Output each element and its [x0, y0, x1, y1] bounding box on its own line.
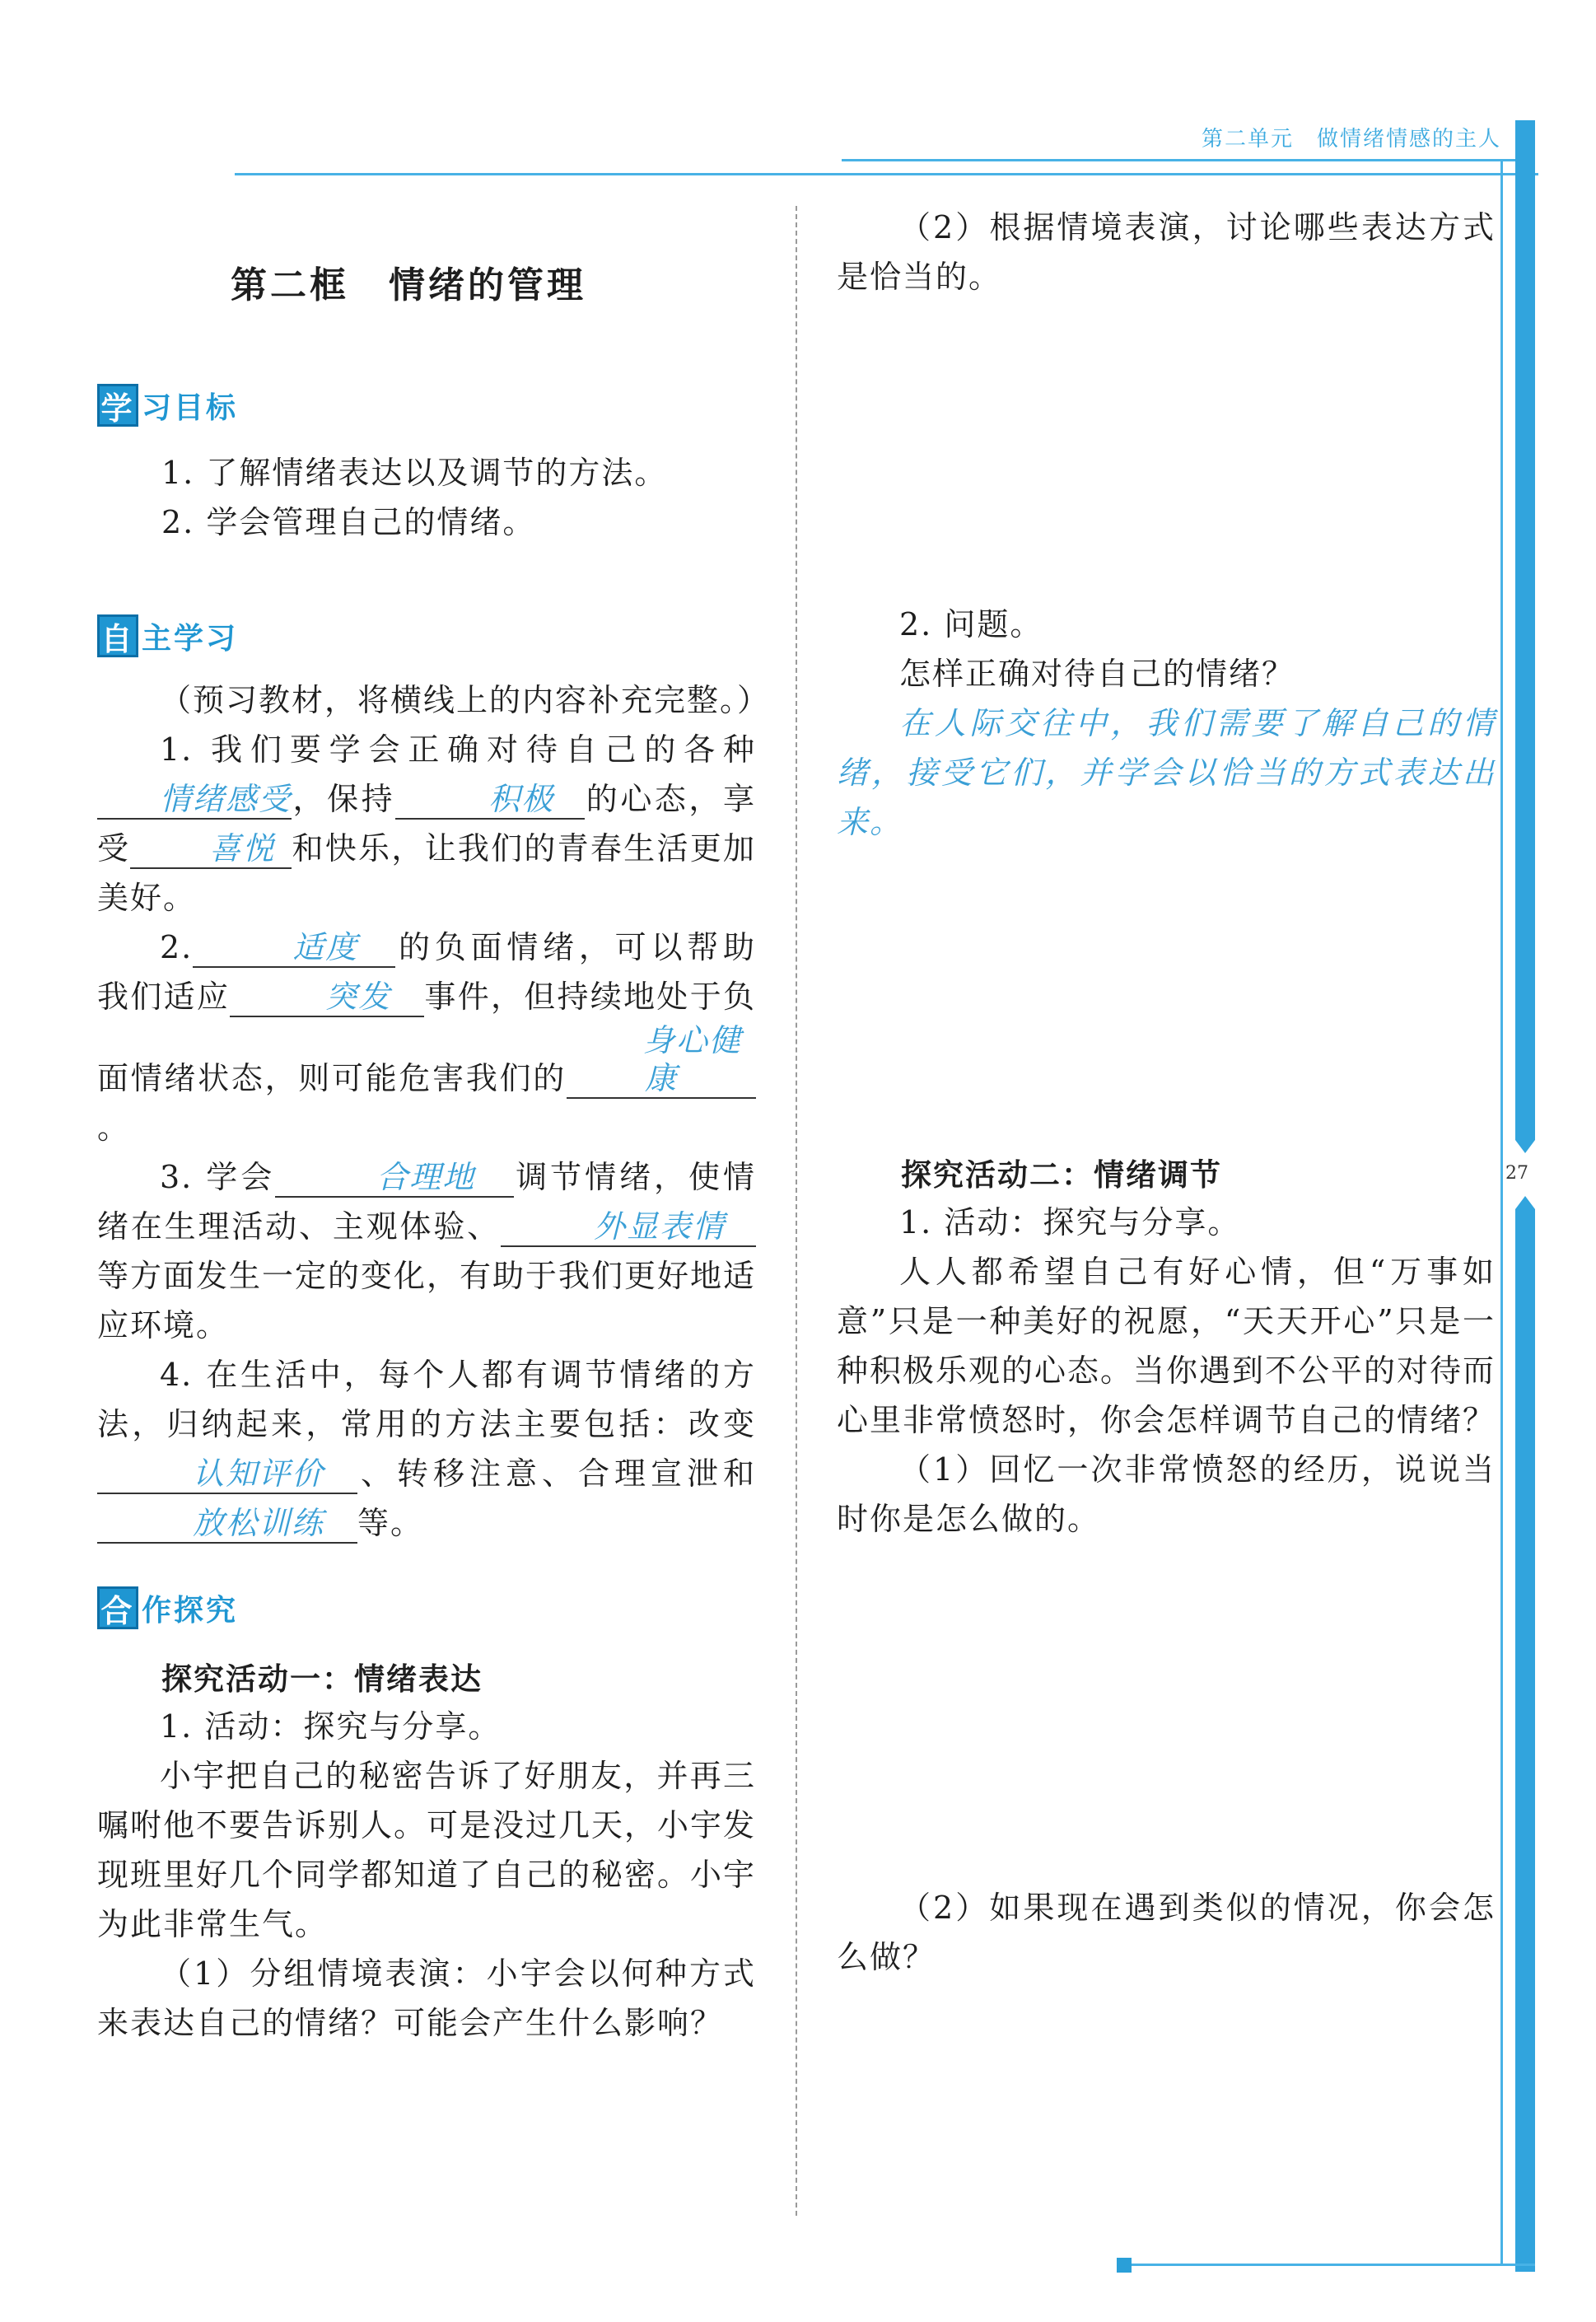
activity-one-part-2	[837, 600, 1496, 847]
heading-label: 主学习	[142, 621, 239, 656]
activity-step: 2. 问题。	[899, 606, 1043, 642]
goal-item: 1. 了解情绪表达以及调节的方法。	[161, 455, 668, 491]
edge-bar-bottom	[1515, 1209, 1535, 2272]
activity-one-block	[97, 1702, 756, 2048]
running-header	[1202, 122, 1501, 152]
answer-blank[interactable]: 情绪感受	[97, 780, 292, 820]
footer-square-icon	[1117, 2258, 1132, 2273]
answer-blank[interactable]: 积极	[395, 780, 585, 820]
heading-box-icon: 自	[97, 614, 138, 657]
activity-story: 人人都希望自己有好心情，但“万事如意”只是一种美好的祝愿，“天天开心”只是一种积极乐观的心态。当你遇到不公平的对待而心里非常愤怒时，你会怎样调节自己的情绪？	[837, 1254, 1496, 1438]
page-title: 第二框 情绪的管理	[231, 264, 586, 306]
answer-blank[interactable]: 合理地	[275, 1158, 514, 1198]
answer-blank[interactable]: 喜悦	[130, 829, 292, 869]
heading-label: 习目标	[142, 390, 239, 425]
page-number: 27	[1505, 1163, 1528, 1184]
heading-label: 作探究	[142, 1593, 239, 1628]
answer-blank[interactable]: 适度	[193, 928, 395, 968]
edge-notch-bottom	[1515, 1196, 1535, 1209]
activity-one-title: 探究活动一：情绪表达	[161, 1661, 483, 1697]
activity-step: 1. 活动：探究与分享。	[899, 1204, 1241, 1240]
footer-rule	[1128, 2264, 1535, 2266]
activity-two-question-2: （2）如果现在遇到类似的情况，你会怎么做？	[837, 1890, 1496, 1975]
column-divider	[796, 206, 797, 2216]
activity-two-block	[837, 1198, 1496, 1544]
activity-step: 1. 活动：探究与分享。	[160, 1708, 502, 1745]
question-3: 3. 学会 合理地 调节情绪，使情绪在生理活动、主观体验、 外显表情等方面发生一定的变化，有助于我们更好地适应环境。	[97, 1159, 757, 1343]
unit-title: 做情绪情感的主人	[1316, 127, 1501, 152]
section-heading-cooperation	[97, 1586, 238, 1629]
edge-bar-top	[1515, 120, 1535, 1140]
heading-box-icon: 学	[97, 384, 138, 427]
handwritten-answer: 在人际交往中，我们需要了解自己的情绪，接受它们，并学会以恰当的方式表达出来。	[837, 705, 1496, 840]
activity-one-question-2: （2）根据情境表演，讨论哪些表达方式是恰当的。	[837, 209, 1496, 295]
activity-two-title: 探究活动二：情绪调节	[901, 1157, 1222, 1193]
answer-blank[interactable]: 突发	[230, 978, 424, 1017]
right-frame-line	[1500, 161, 1503, 2264]
header-rule-short	[842, 159, 1525, 161]
question-4: 4. 在生活中，每个人都有调节情绪的方法，归纳起来，常用的方法主要包括：改变认知评价 、转移注意、合理宣泄和放松训练 等。	[97, 1350, 756, 1548]
header-rule-long	[235, 173, 1538, 175]
activity-question: 怎样正确对待自己的情绪？	[899, 656, 1295, 692]
activity-story: 小宇把自己的秘密告诉了好朋友，并再三嘱咐他不要告诉别人。可是没过几天，小宇发现班里好几个同学都知道了自己的秘密。小宇为此非常生气。	[97, 1758, 757, 1942]
unit-label: 第二单元	[1201, 127, 1294, 152]
answer-blank[interactable]: 身心健康	[567, 1021, 756, 1099]
goal-item: 2. 学会管理自己的情绪。	[161, 504, 536, 540]
answer-blank[interactable]: 认知评价	[97, 1455, 357, 1494]
instruction: （预习教材，将横线上的内容补充完整。）	[160, 682, 771, 718]
question-1: 1. 我们要学会正确对待自己的各种情绪感受，保持 积极 的心态，享受 喜悦 和快乐，让我们的青春生活更加美好。	[97, 731, 756, 916]
answer-blank[interactable]: 放松训练	[97, 1504, 357, 1544]
section-heading-learning-goals	[97, 384, 238, 427]
self-study-block	[97, 675, 771, 1548]
section-heading-self-study	[97, 614, 238, 657]
activity-question: （1）分组情境表演：小宇会以何种方式来表达自己的情绪？可能会产生什么影响？	[97, 1955, 756, 2041]
question-2: 2. 适度 的负面情绪，可以帮助我们适应 突发 事件，但持续地处于负面情绪状态，则可能危害我们的身心健康。	[97, 929, 756, 1146]
answer-blank[interactable]: 外显表情	[501, 1208, 756, 1247]
edge-notch-top	[1515, 1140, 1535, 1153]
activity-question: （1）回忆一次非常愤怒的经历，说说当时你是怎么做的。	[837, 1451, 1496, 1537]
heading-box-icon: 合	[97, 1586, 138, 1629]
